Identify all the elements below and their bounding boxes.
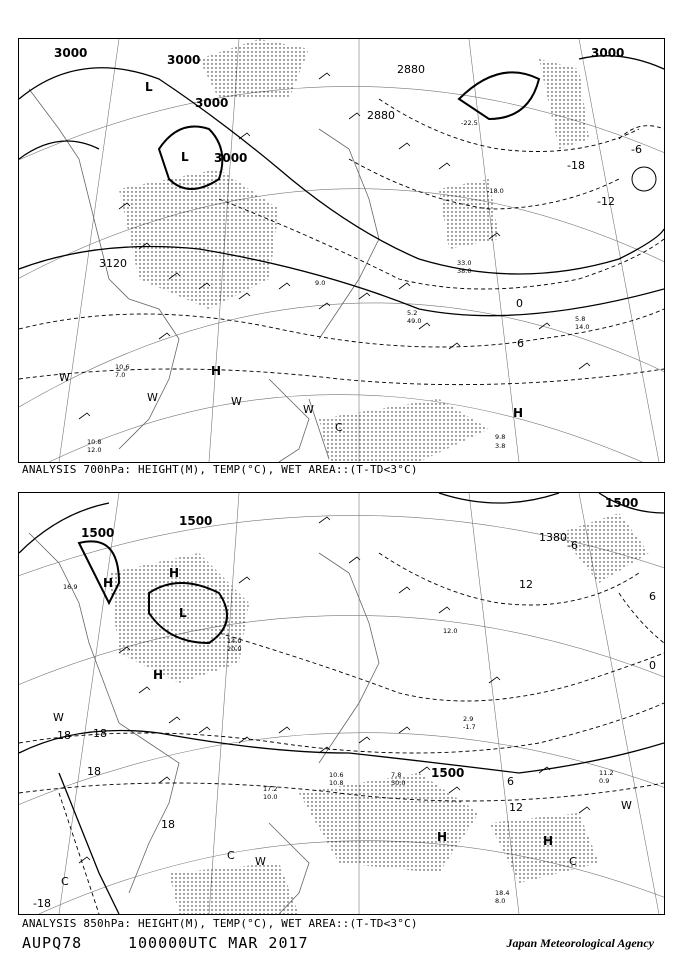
- station-value: 7.8: [391, 771, 402, 779]
- height-label: 3000: [167, 53, 201, 67]
- temp-label: 6: [649, 590, 656, 603]
- station-value: 12.0: [87, 446, 102, 454]
- temp-label: 12: [509, 801, 523, 814]
- height-label: 3120: [99, 257, 127, 270]
- station-value: -18.0: [487, 187, 504, 195]
- warm-center: W: [59, 371, 70, 384]
- low-center: L: [145, 80, 153, 94]
- high-center: H: [153, 668, 164, 682]
- station-value: 11.2: [599, 769, 614, 777]
- high-center: H: [513, 406, 524, 420]
- map-850hpa-graphic: [19, 493, 664, 914]
- cold-center: C: [61, 875, 69, 888]
- warm-center: W: [231, 395, 242, 408]
- temp-label: 6: [507, 775, 514, 788]
- station-value: 30.0: [391, 779, 406, 787]
- station-value: 8.0: [495, 897, 506, 905]
- temp-label: -6: [567, 539, 578, 552]
- station-value: 9.0: [315, 279, 326, 287]
- high-center: H: [543, 834, 554, 848]
- station-value: 10.8: [329, 779, 344, 787]
- height-label: 3000: [54, 46, 88, 60]
- temp-label: 18: [93, 727, 107, 740]
- temp-label: -12: [597, 195, 615, 208]
- temp-label: -18: [567, 159, 585, 172]
- station-value: 38.0: [457, 267, 472, 275]
- temp-label: 18: [57, 729, 71, 742]
- high-center: H: [103, 576, 114, 590]
- station-value: 10.0: [263, 793, 278, 801]
- low-center: L: [181, 150, 189, 164]
- height-label: 3000: [195, 96, 229, 110]
- station-value: 9.8: [495, 433, 506, 441]
- high-center: H: [437, 830, 448, 844]
- high-center: H: [211, 364, 222, 378]
- height-label: 1500: [431, 766, 465, 780]
- temp-label: 18: [161, 818, 175, 831]
- map-700hpa-graphic: [19, 39, 664, 462]
- station-value: 17.2: [263, 785, 278, 793]
- station-value: 33.0: [457, 259, 472, 267]
- agency-name: Japan Meteorological Agency: [506, 936, 654, 950]
- height-label: 2880: [397, 63, 425, 76]
- station-value: 2.9: [463, 715, 474, 723]
- temp-label: -18: [33, 897, 51, 910]
- station-value: -1.7: [463, 723, 476, 731]
- station-value: -22.5: [461, 119, 478, 127]
- warm-center: W: [303, 403, 314, 416]
- wet-areas: [109, 513, 649, 914]
- temp-label: 18: [87, 765, 101, 778]
- temp-label: -6: [631, 143, 642, 156]
- cold-center: C: [569, 855, 577, 868]
- station-value: 0.9: [599, 777, 610, 785]
- warm-center: W: [147, 391, 158, 404]
- analysis-850hpa-map: [18, 492, 665, 915]
- height-label: 1380: [539, 531, 567, 544]
- station-value: 10.6: [115, 363, 130, 371]
- station-value: 12.0: [443, 627, 458, 635]
- station-value: 20.0: [227, 645, 242, 653]
- station-value: 3.8: [495, 442, 506, 450]
- caption-700hpa: ANALYSIS 700hPa: HEIGHT(M), TEMP(°C), WET AREA::(T-TD<3°C): [22, 463, 418, 476]
- station-value: 10.8: [87, 438, 102, 446]
- station-value: 14.0: [227, 637, 242, 645]
- high-center: H: [169, 566, 180, 580]
- temp-label: 6: [517, 337, 524, 350]
- warm-center: W: [255, 855, 266, 868]
- station-value: 49.0: [407, 317, 422, 325]
- station-value: 14.0: [575, 323, 590, 331]
- warm-center: W: [53, 711, 64, 724]
- temp-label: 0: [649, 659, 656, 672]
- height-label: 3000: [214, 151, 248, 165]
- height-label: 2880: [367, 109, 395, 122]
- pressure-centers: [59, 80, 523, 434]
- chart-code: AUPQ78: [22, 934, 83, 952]
- station-value: 7.0: [115, 371, 126, 379]
- analysis-time: 100000UTC MAR 2017: [128, 934, 309, 952]
- station-value: 18.4: [495, 889, 510, 897]
- analysis-700hpa-map: [18, 38, 665, 463]
- cold-center: C: [335, 421, 343, 434]
- station-value: 5.2: [407, 309, 418, 317]
- station-value: 16.9: [63, 583, 78, 591]
- temp-label: 12: [519, 578, 533, 591]
- caption-850hpa: ANALYSIS 850hPa: HEIGHT(M), TEMP(°C), WET AREA::(T-TD<3°C): [22, 917, 418, 930]
- height-label: 1500: [605, 496, 639, 510]
- station-value: 10.6: [329, 771, 344, 779]
- station-value: 5.8: [575, 315, 586, 323]
- wet-areas: [119, 39, 589, 462]
- height-label: 3000: [591, 46, 625, 60]
- height-label: 1500: [179, 514, 213, 528]
- cold-center: C: [227, 849, 235, 862]
- low-center: L: [179, 606, 187, 620]
- temp-label: 0: [516, 297, 523, 310]
- height-label: 1500: [81, 526, 115, 540]
- warm-center: W: [621, 799, 632, 812]
